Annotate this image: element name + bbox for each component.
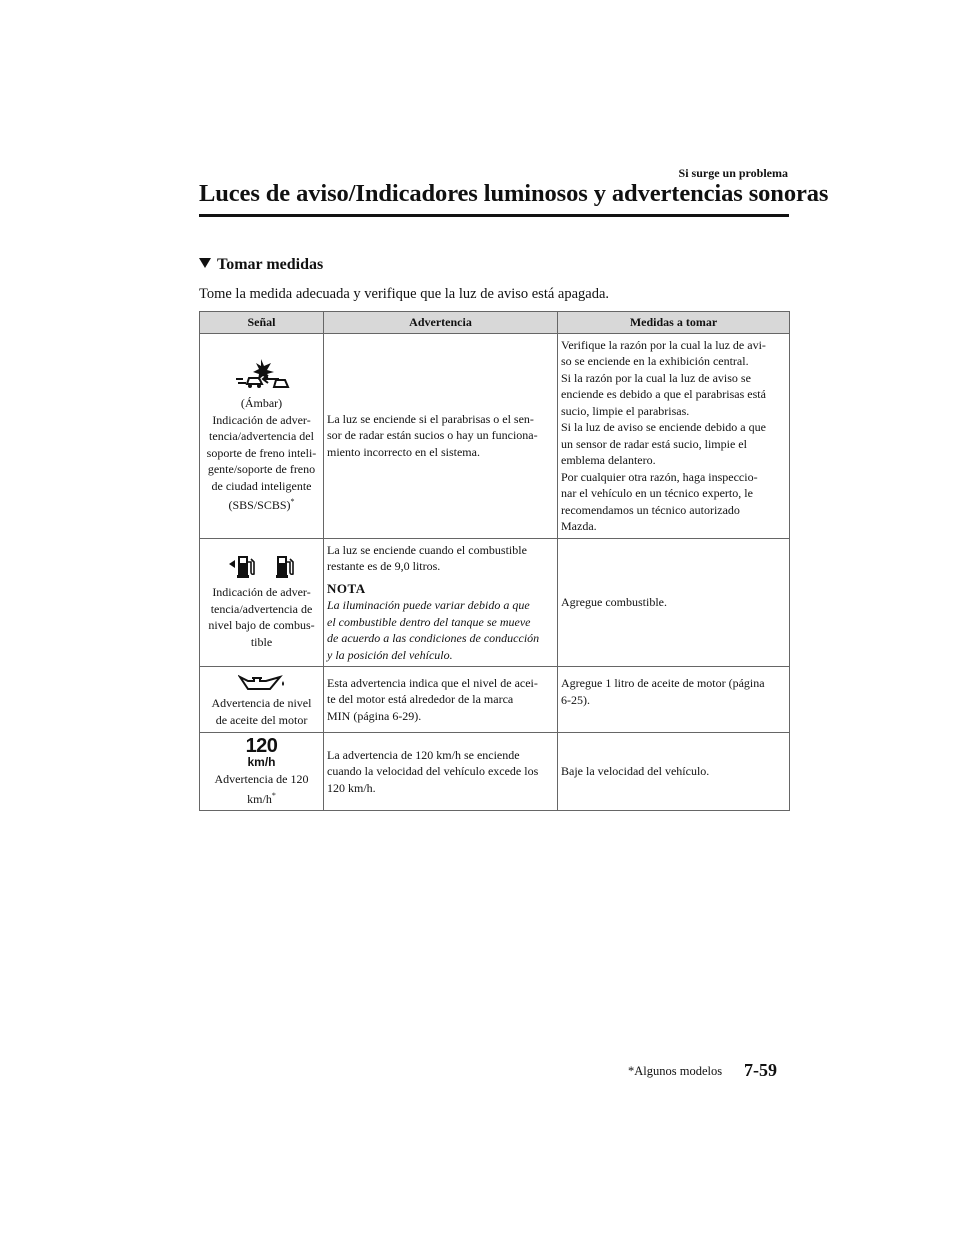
page-number: 7-59 — [744, 1060, 777, 1080]
models-asterisk: * — [271, 790, 276, 800]
sbs-brake-support-icon — [234, 357, 290, 391]
table-row — [200, 538, 790, 667]
speed-120-icon — [246, 736, 278, 768]
action-cell: Agregue combustible. — [558, 538, 790, 667]
triangle-bullet-icon — [199, 258, 211, 268]
models-asterisk: * — [290, 497, 295, 507]
column-header-signal: Señal — [200, 312, 324, 334]
footer-note: *Algunos modelos — [628, 1064, 723, 1078]
warning-cell — [324, 538, 558, 667]
oil-can-icon — [238, 671, 286, 693]
column-header-warning: Advertencia — [324, 312, 558, 334]
warning-cell: La luz se enciende si el parabrisas o el sen- sor de radar están sucios o hay un funciona- miento incorrecto en el sistema. — [324, 333, 558, 538]
table-row — [200, 667, 790, 733]
table-row — [200, 333, 790, 538]
signal-label: Advertencia de nivel de aceite del motor — [211, 696, 312, 727]
section-heading — [199, 256, 323, 274]
signal-cell — [200, 538, 324, 667]
speed-120-unit: km/h — [247, 755, 276, 769]
warning-cell: La advertencia de 120 km/h se enciende cuando la velocidad del vehículo excede los 120 km/h. — [324, 733, 558, 811]
warning-text: La luz se enciende cuando el combustible restante es de 9,0 litros. — [327, 542, 527, 573]
column-header-actions: Medidas a tomar — [558, 312, 790, 334]
running-header: Si surge un problema — [678, 166, 788, 180]
warning-table — [199, 311, 790, 811]
signal-cell — [200, 667, 324, 733]
section-title: Tomar medidas — [217, 256, 324, 273]
nota-label: NOTA — [327, 580, 366, 596]
action-cell: Verifique la razón por la cual la luz de avi- so se enciende en la exhibición central. Si la razón por la cual la luz de aviso se enciende es debido a que el parabrisas está sucio, limpie el parabrisas. Si la luz de aviso se enciende debido a que un sensor de radar está sucio, limpie el emblema delantero. Por cualquier otra razón, haga inspeccio- nar el vehículo en un técnico experto, le recomendamos un técnico autorizado Mazda. — [558, 333, 790, 538]
warning-cell: Esta advertencia indica que el nivel de acei- te del motor está alrededor de la marca MIN (página 6-29). — [324, 667, 558, 733]
signal-label: Indicación de adver- tencia/advertencia de nivel bajo de combus- tible — [208, 585, 315, 649]
signal-cell — [200, 733, 324, 811]
fuel-pump-icon — [228, 554, 256, 580]
speed-120-value: 120 — [245, 735, 278, 757]
intro-paragraph: Tome la medida adecuada y verifique que la luz de aviso está apagada. — [199, 286, 610, 302]
nota-text: La iluminación puede variar debido a que el combustible dentro del tanque se mueve de acuerdo a las condiciones de conducción y la posición del vehículo. — [327, 598, 540, 662]
table-header-row — [200, 312, 790, 334]
action-cell: Baje la velocidad del vehículo. — [558, 733, 790, 811]
fuel-pump-icon — [274, 554, 296, 580]
action-cell: Agregue 1 litro de aceite de motor (página 6-25). — [558, 667, 790, 733]
header-rule — [199, 214, 789, 217]
signal-label: Advertencia de 120 km/h* — [214, 772, 309, 806]
table-row — [200, 733, 790, 811]
signal-label: (Ámbar) Indicación de adver- tencia/advertencia del soporte de freno inteli- gente/soporte de freno de ciudad inteligente (SBS/SCBS)* — [206, 396, 317, 513]
signal-cell — [200, 333, 324, 538]
page-title: Luces de aviso/Indicadores luminosos y advertencias sonoras — [199, 180, 829, 207]
